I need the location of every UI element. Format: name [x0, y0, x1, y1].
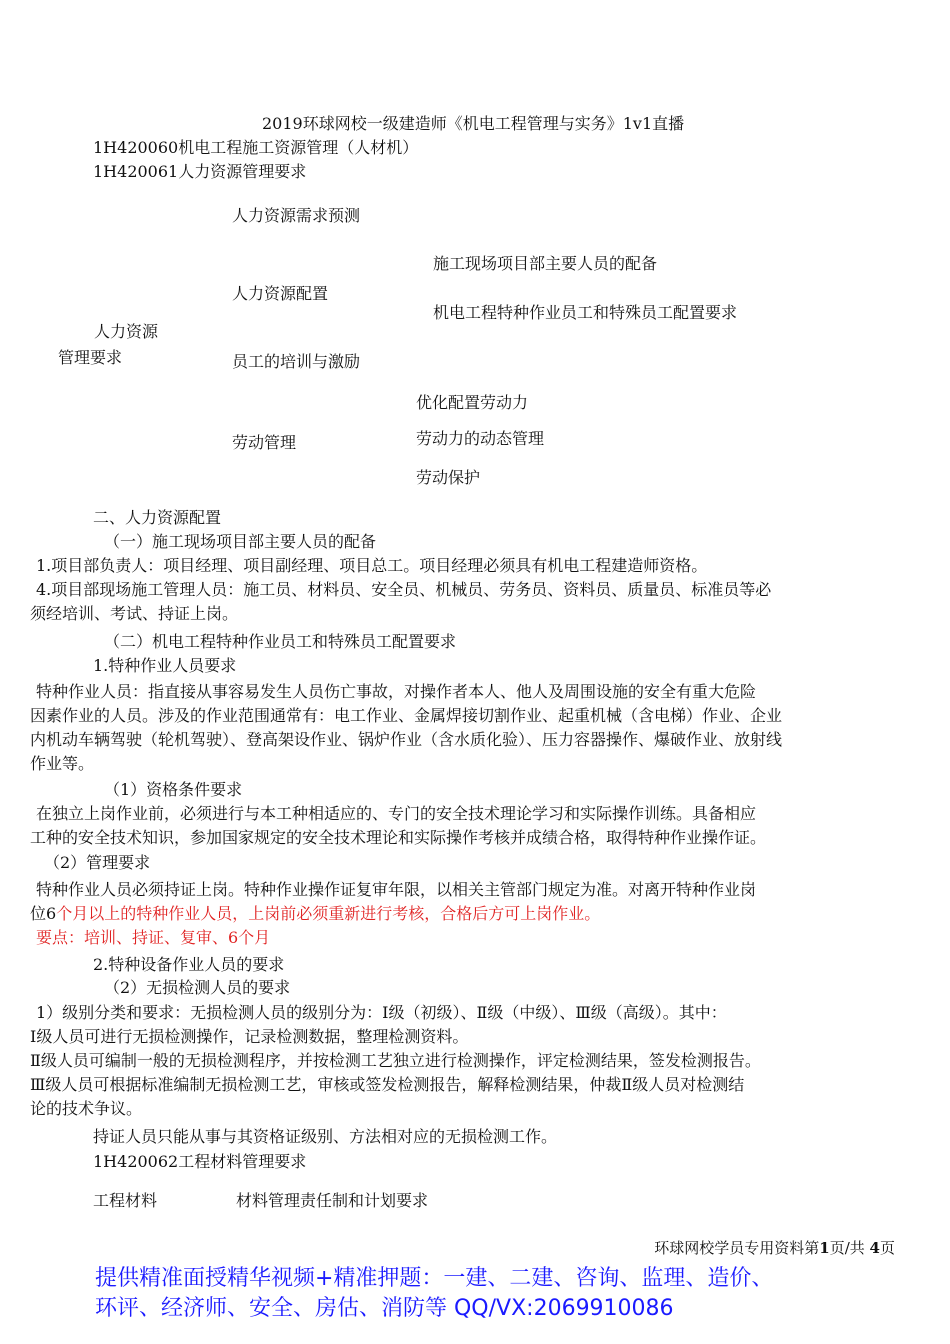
- paragraph-line: Ⅱ级人员可编制一般的无损检测程序，并按检测工艺独立进行检测操作，评定检测结果，签发检测报告。: [30, 1051, 761, 1070]
- paragraph-line: 在独立上岗作业前，必须进行与本工种相适应的、专门的安全技术理论学习和实际操作训练。具备相应: [36, 804, 757, 823]
- key-points-note: 要点：培训、持证、复审、6个月: [36, 928, 271, 947]
- outline-labor-sub-2: 劳动力的动态管理: [416, 429, 545, 448]
- paragraph-line: 工种的安全技术知识，参加国家规定的安全技术理论和实际操作考核并成绩合格，取得特种作业操作证。: [30, 828, 767, 847]
- outline-branch-training: 员工的培训与激励: [232, 352, 361, 371]
- pager-suffix: 页: [879, 1239, 895, 1257]
- paragraph-line: 1）级别分类和要求：无损检测人员的级别分为：Ⅰ级（初级）、Ⅱ级（中级）、Ⅲ级（高级）。其中：: [36, 1003, 727, 1022]
- outline-labor-sub-1: 优化配置劳动力: [416, 393, 529, 412]
- outline-config-sub-1: 施工现场项目部主要人员的配备: [433, 254, 658, 273]
- paragraph-line: 特种作业人员：指直接从事容易发生人员伤亡事故，对操作者本人、他人及周围设施的安全有重大危险: [36, 682, 757, 701]
- paragraph-line: 1.项目部负责人：项目经理、项目副经理、项目总工。项目经理必须具有机电工程建造师资格。: [36, 556, 708, 575]
- paragraph-line: 因素作业的人员。涉及的作业范围通常有：电工作业、金属焊接切割作业、起重机械（含电梯）作业、企业: [30, 706, 783, 725]
- paragraph-line: 特种作业人员必须持证上岗。特种作业操作证复审年限，以相关主管部门规定为准。对离开特种作业岗: [36, 880, 757, 899]
- paragraph-line: 论的技术争议。: [30, 1099, 143, 1118]
- outline-root-line1: 人力资源: [94, 322, 159, 341]
- outline-branch-demand: 人力资源需求预测: [232, 206, 361, 225]
- heading-special-ops: 1.特种作业人员要求: [93, 656, 237, 675]
- paragraph-line: 持证人员只能从事与其资格证级别、方法相对应的无损检测工作。: [93, 1127, 558, 1146]
- ad-banner-line1: 提供精准面授精华视频+精准押题：一建、二建、咨询、监理、造价、: [95, 1266, 774, 1291]
- outline-materials-branch: 材料管理责任制和计划要求: [236, 1191, 429, 1210]
- subsection-heading: 1H420061人力资源管理要求: [93, 162, 307, 181]
- outline-materials-root: 工程材料: [93, 1191, 158, 1210]
- heading-qualification: （1）资格条件要求: [104, 780, 243, 799]
- outline-config-sub-2: 机电工程特种作业员工和特殊员工配置要求: [433, 303, 738, 322]
- page-indicator: [654, 1236, 895, 1260]
- total-pages: 4: [869, 1239, 880, 1257]
- paragraph-line: 须经培训、考试、持证上岗。: [30, 604, 239, 623]
- outline-branch-config: 人力资源配置: [232, 284, 329, 303]
- current-page: 1: [819, 1239, 830, 1257]
- outline-root-line2: 管理要求: [58, 348, 123, 367]
- paragraph-line: 内机动车辆驾驶（轮机驾驶）、登高架设作业、锅炉作业（含水质化验）、压力容器操作、爆破作业、放射线: [30, 730, 783, 749]
- outline-labor-sub-3: 劳动保护: [416, 468, 481, 487]
- heading-site-staff: （一）施工现场项目部主要人员的配备: [104, 532, 377, 551]
- highlighted-text: 个月以上的特种作业人员，上岗前必须重新进行考核，合格后方可上岗作业。: [56, 904, 601, 923]
- paragraph-line: 4.项目部现场施工管理人员：施工员、材料员、安全员、机械员、劳务员、资料员、质量员、标准员等必: [36, 580, 772, 599]
- heading-equipment-ops: 2.特种设备作业人员的要求: [93, 955, 285, 974]
- paragraph-text: 位6: [30, 904, 57, 923]
- section-heading: 1H420060机电工程施工资源管理（人材机）: [93, 138, 419, 157]
- document-title: 2019环球网校一级建造师《机电工程管理与实务》1v1直播: [262, 114, 685, 133]
- paragraph-line: Ⅰ级人员可进行无损检测操作，记录检测数据，整理检测资料。: [30, 1027, 469, 1046]
- ad-banner-line2: 环评、经济师、安全、房估、消防等 QQ/VX:2069910086: [95, 1296, 674, 1321]
- heading-management: （2）管理要求: [44, 853, 151, 872]
- outline-branch-labor: 劳动管理: [232, 433, 297, 452]
- heading-materials: 1H420062工程材料管理要求: [93, 1152, 307, 1171]
- heading-ndt: （2）无损检测人员的要求: [104, 978, 291, 997]
- pager-mid: 页/共: [829, 1239, 865, 1257]
- paragraph-line: [30, 902, 600, 926]
- pager-prefix: 环球网校学员专用资料第: [654, 1239, 820, 1257]
- heading-hr-config: 二、人力资源配置: [93, 508, 222, 527]
- paragraph-line: Ⅲ级人员可根据标准编制无损检测工艺，审核或签发检测报告，解释检测结果，仲裁Ⅱ级人员对检测结: [30, 1075, 745, 1094]
- heading-special-staff: （二）机电工程特种作业员工和特殊员工配置要求: [104, 632, 457, 651]
- paragraph-line: 作业等。: [30, 754, 95, 773]
